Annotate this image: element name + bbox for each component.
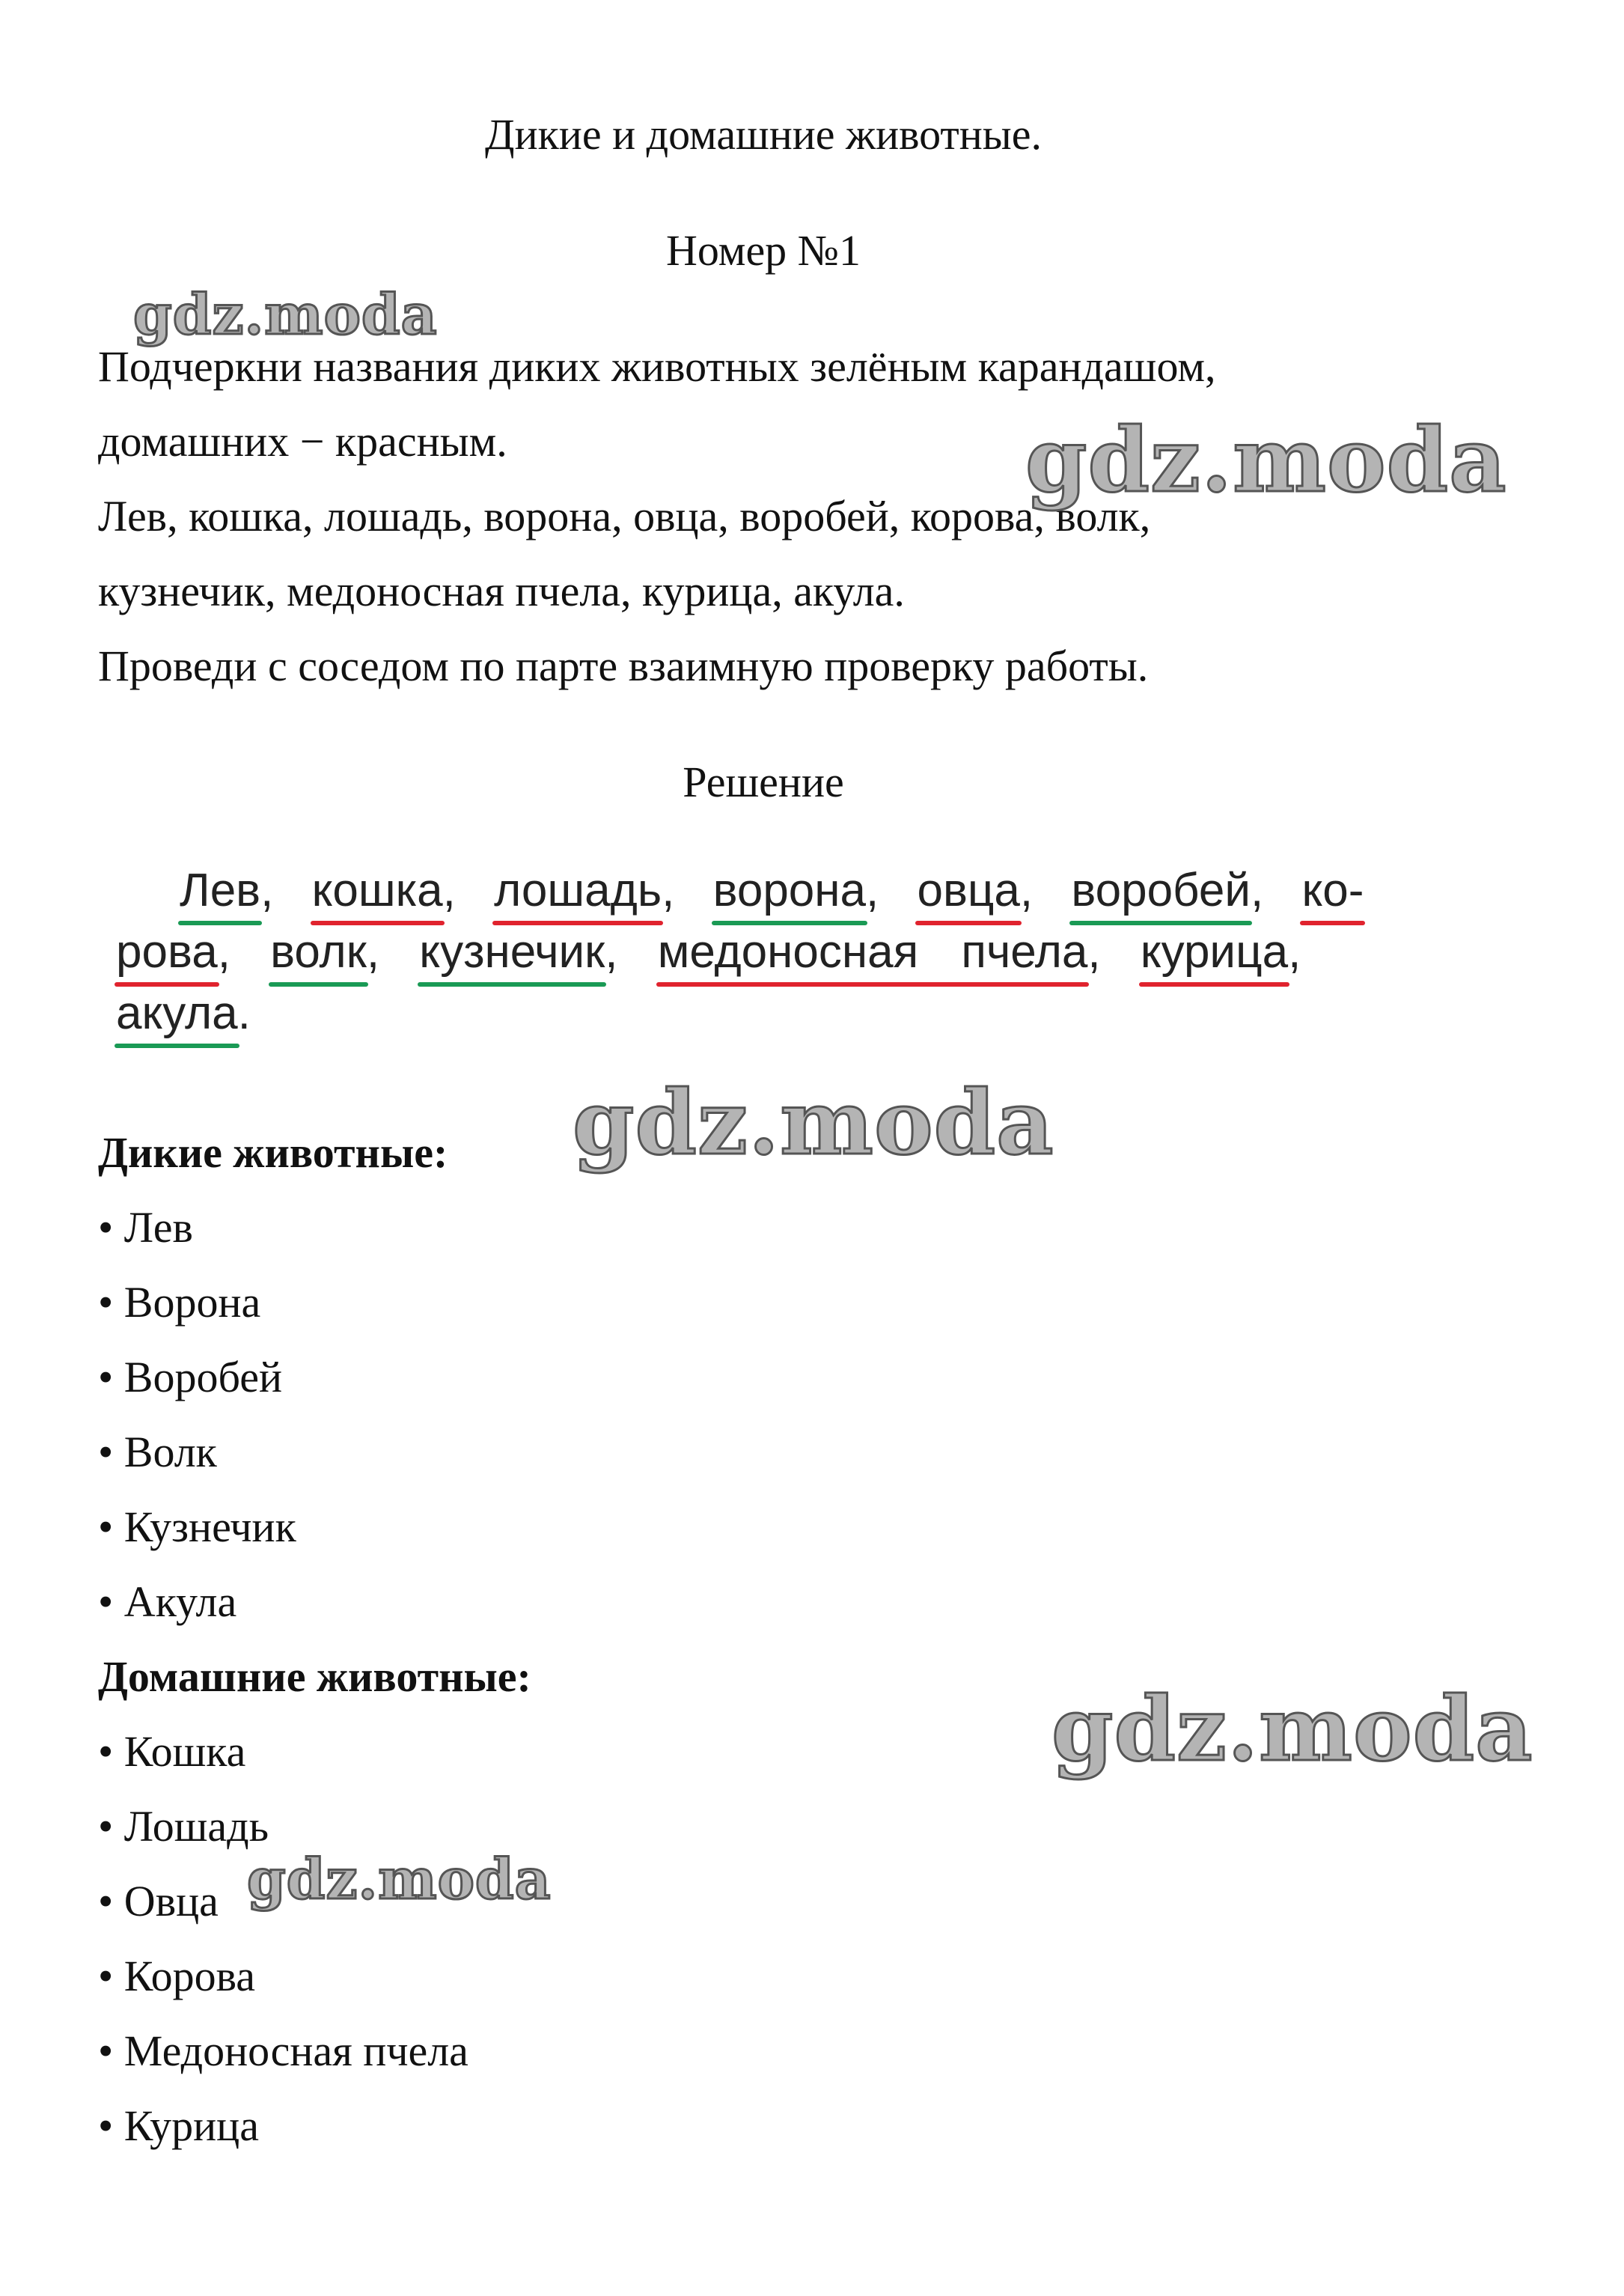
- domestic-item: • Курица: [98, 2101, 259, 2150]
- solution-row-3: акула.: [116, 984, 251, 1044]
- word-korova-part1: ко-: [1301, 861, 1364, 921]
- wild-item: • Воробей: [98, 1353, 283, 1401]
- word-korova-part2: рова: [116, 922, 218, 982]
- solution-row-2: рова, волк, кузнечик, медоносная пчела, курица,: [116, 922, 1301, 982]
- task-line-1: Подчеркни названия диких животных зелёным карандашом,: [98, 342, 1216, 391]
- watermark-logo: gdz.moda: [133, 283, 438, 347]
- task-line-2: домашних − красным.: [98, 417, 507, 466]
- wild-item: • Волк: [98, 1428, 217, 1476]
- word-lev: Лев: [180, 861, 260, 921]
- word-volk: волк: [270, 922, 367, 982]
- watermark-logo: gdz.moda: [247, 1848, 552, 1912]
- wild-heading: Дикие животные:: [98, 1128, 448, 1177]
- word-vorobey: воробей: [1071, 861, 1251, 921]
- domestic-heading: Домашние животные:: [98, 1652, 531, 1701]
- solution-row-1: Лев, кошка, лошадь, ворона, овца, воробей, ко-: [180, 861, 1364, 921]
- word-medonosnaya-pchela: медоносная пчела: [658, 922, 1088, 982]
- word-ovca: овца: [917, 861, 1019, 921]
- task-line-3: Лев, кошка, лошадь, ворона, овца, воробей, корова, волк,: [98, 492, 1151, 540]
- word-akula: акула: [116, 984, 238, 1044]
- wild-item: • Лев: [98, 1203, 193, 1252]
- task-number: Номер №1: [665, 226, 861, 275]
- watermark-logo: gdz.moda: [1025, 408, 1507, 512]
- domestic-item: • Медоносная пчела: [98, 2026, 468, 2075]
- wild-item: • Ворона: [98, 1278, 261, 1327]
- word-vorona: ворона: [713, 861, 866, 921]
- page-title: Дикие и домашние животные.: [485, 110, 1042, 159]
- domestic-item: • Лошадь: [98, 1802, 269, 1851]
- task-line-5: Проведи с соседом по парте взаимную проверку работы.: [98, 642, 1149, 690]
- word-koshka: кошка: [312, 861, 443, 921]
- domestic-item: • Кошка: [98, 1727, 246, 1776]
- watermark-logo: gdz.moda: [573, 1071, 1054, 1175]
- task-line-4: кузнечик, медоносная пчела, курица, акула.: [98, 567, 905, 615]
- domestic-item: • Овца: [98, 1877, 219, 1925]
- word-loshad: лошадь: [494, 861, 662, 921]
- domestic-item: • Корова: [98, 1952, 255, 2000]
- wild-item: • Кузнечик: [98, 1502, 296, 1551]
- solution-label: Решение: [683, 758, 844, 806]
- wild-item: • Акула: [98, 1577, 237, 1626]
- word-kuznechik: кузнечик: [419, 922, 605, 982]
- watermark-logo: gdz.moda: [1051, 1677, 1533, 1781]
- word-kurica: курица: [1141, 922, 1288, 982]
